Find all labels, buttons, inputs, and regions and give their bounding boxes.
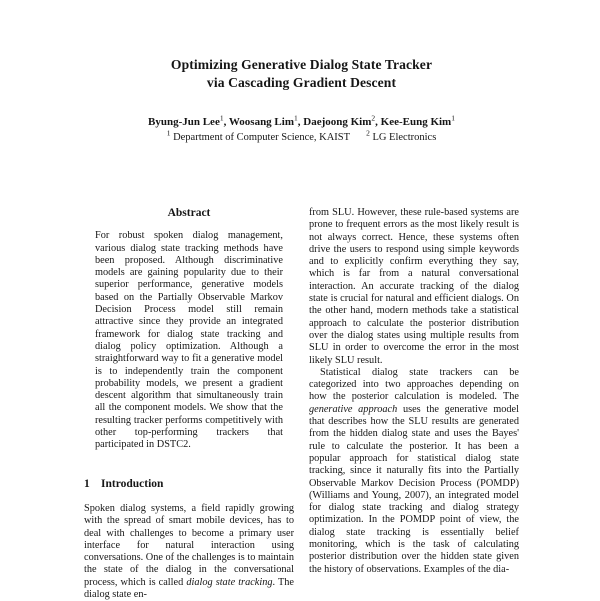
affiliation-mark-1: 1 <box>166 128 171 138</box>
author-affiliation-mark: 1 <box>451 113 455 123</box>
section-title: Introduction <box>101 477 164 490</box>
author-3 <box>303 113 381 128</box>
author-name: Kee-Eung Kim <box>380 116 452 128</box>
affiliation-2: LG Electronics <box>372 132 437 143</box>
affiliation-line <box>84 128 519 143</box>
title-line-2: via Cascading Gradient Descent <box>206 74 397 90</box>
author-name: Daejoong Kim <box>303 116 372 128</box>
intro-paragraph <box>84 503 294 601</box>
author-name: Woosang Lim <box>228 116 294 128</box>
author-4 <box>380 113 455 128</box>
author-line <box>84 113 519 128</box>
author-affiliation-mark: 2 <box>371 113 376 123</box>
abstract-heading: Abstract <box>167 207 211 219</box>
two-column-body <box>84 207 519 601</box>
section-number: 1 <box>84 477 90 490</box>
italic-term-dialog-state-tracking: dialog state tracking <box>186 576 273 588</box>
paragraph-text: Spoken dialog systems, a field rapidly growing with the spread of smart mobile devices, has to deal with challenges to become a primary user interface for natural interaction using conversations. One of the challenges is to maintain the state of the dialog in the conversational process, which is called <box>84 502 294 588</box>
affiliation-mark-2: 2 <box>366 128 370 138</box>
right-column-paragraph-1: from SLU. However, these rule-based systems are prone to frequent errors as the most likely result is not always correct. Hence, these systems often drive the users to respond using simple keywords and to explicitly confirm everything they say, which is far from a natural conversational interaction. An accurate tracking of the dialog state is crucial for natural and efficient dialogs. On the other hand, modern methods take a statistical approach to calculate the posterior distribution over the dialog states using multiple results from SLU in order to overcome the error in the most likely SLU result. <box>309 207 519 366</box>
right-column <box>309 207 519 601</box>
title-line-1: Optimizing Generative Dialog State Tracker <box>170 57 433 72</box>
author-separator: , <box>297 116 304 128</box>
author-affiliation-mark: 1 <box>219 113 224 123</box>
paragraph-text: . The dialog state en- <box>84 576 294 601</box>
affiliation-1: Department of Computer Science, KAIST <box>173 132 351 143</box>
author-affiliation-mark: 1 <box>294 113 298 123</box>
abstract-text: For robust spoken dialog management, various dialog state tracking methods have been proposed. Although discriminative models are gaining popularity due to their superior performance, generative models based on the Partially Observable Markov Decision Process model still remain attractive since they provide an integrated framework for dialog state tracking and dialog policy optimization. Although a straightforward way to fit a generative model is to independently train the component probability models, we present a gradient descent algorithm that simultaneously train all the component models. We show that the resulting tracker performs competitively with other top-performing trackers that participated in DSTC2. <box>95 230 283 451</box>
author-separator: , <box>223 116 229 128</box>
section-heading-introduction <box>84 478 294 490</box>
paragraph-text: uses the generative model that describes how the SLU results are generated from the hidden dialog state and uses the Bayes' rule to calculate the posterior. It has been a popular approach for statistical dialog state tracking, since it naturally fits into the Partially Observable Markov Decision Process (POMDP) (Williams and Young, 2007), an integrated model for dialog state tracking and dialog strategy optimization. In the POMDP point of view, the dialog state tracking is essentially belief monitoring, which is the task of calculating posterior distribution over the hidden state given the history of observations. Examples of the dia- <box>309 403 519 575</box>
author-2 <box>228 113 304 128</box>
italic-term-generative-approach: generative approach <box>309 403 398 415</box>
paper-title <box>84 56 519 91</box>
paragraph-text: Statistical dialog state trackers can be categorized into two approaches depending on how the posterior calculation is modeled. The <box>309 366 519 403</box>
left-column <box>84 207 294 601</box>
author-1 <box>148 113 229 128</box>
author-separator: , <box>375 116 381 128</box>
right-column-paragraph-2 <box>309 367 519 576</box>
author-name: Byung-Jun Lee <box>148 116 220 128</box>
